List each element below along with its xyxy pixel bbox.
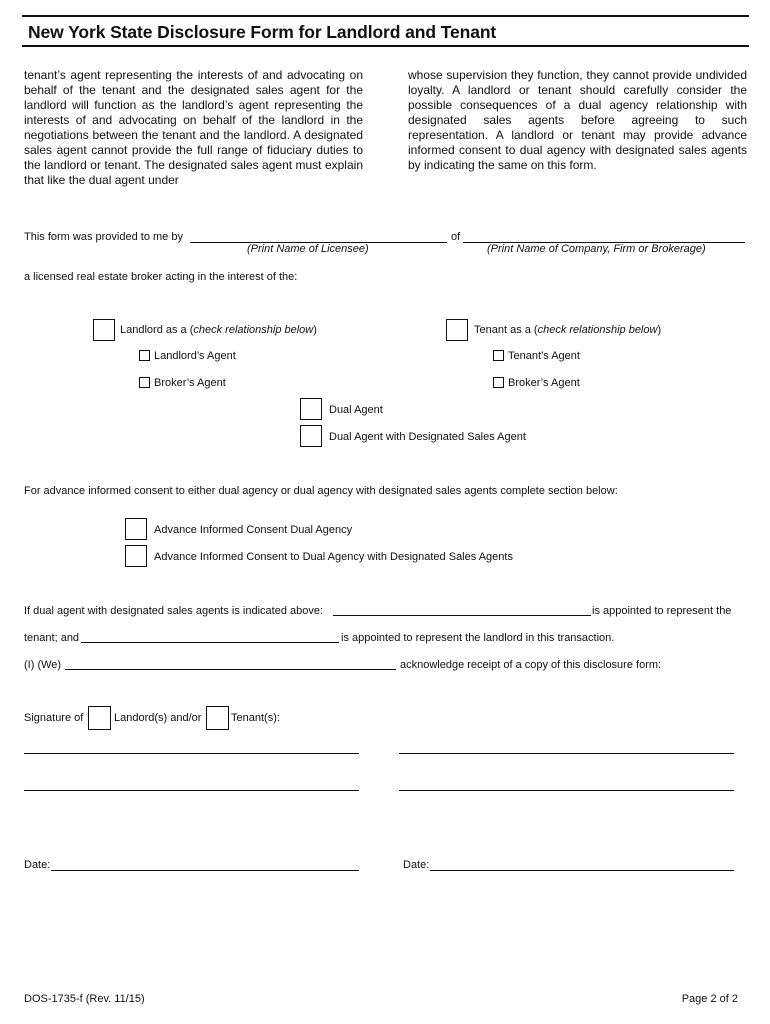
tenants-agent-label: Tenant’s Agent (508, 350, 580, 362)
designated-line3-suffix: acknowledge receipt of a copy of this disclosure form: (400, 659, 662, 671)
designated-line1-suffix: is appointed to represent the (592, 605, 732, 617)
landlord-label-hint: check relationship below (193, 324, 314, 336)
intro-right-column: whose supervision they function, they cannot provide undivided loyalty. A landlord or tenant should carefully consider the possible consequences of a dual agency relationship with designated sales agents before agreeing to such representation. A landlord or tenant may provide advance informed consent to dual agency with designated sales agents by indicating the same on this form. (408, 68, 747, 172)
signature-line-left-2[interactable] (24, 790, 359, 791)
landlord-relationship-label (120, 324, 317, 336)
designated-line2-suffix: is appointed to represent the landlord in this transaction. (341, 632, 615, 644)
signature-label: Signature of (24, 712, 84, 724)
landlord-brokers-agent-label: Broker’s Agent (154, 377, 226, 389)
dual-agent-label: Dual Agent (329, 404, 383, 416)
tenant-label-hint: check relationship below (537, 324, 658, 336)
company-hint: (Print Name of Company, Firm or Brokerage) (487, 243, 706, 255)
signature-landlord-label: Landord(s) and/or (114, 712, 202, 724)
tenants-agent-checkbox[interactable] (493, 350, 504, 361)
landlord-agent-name-field[interactable] (81, 642, 339, 643)
signature-landlord-checkbox[interactable] (88, 706, 111, 730)
dual-agent-checkbox[interactable] (300, 398, 322, 420)
signature-line-right-1[interactable] (399, 753, 734, 754)
date-left-field[interactable] (51, 870, 359, 871)
consent-intro: For advance informed consent to either dual agency or dual agency with designated sales agents complete section below: (24, 485, 618, 497)
landlord-checkbox[interactable] (93, 319, 115, 341)
form-id: DOS-1735-f (Rev. 11/15) (24, 993, 145, 1005)
signature-line-right-2[interactable] (399, 790, 734, 791)
consent-designated-checkbox[interactable] (125, 545, 147, 567)
top-rule (22, 15, 749, 17)
acknowledger-name-field[interactable] (65, 669, 396, 670)
page-number: Page 2 of 2 (681, 993, 738, 1005)
tenant-label-text: Tenant as a ( (474, 324, 538, 336)
tenant-relationship-label (474, 324, 661, 336)
date-right-field[interactable] (430, 870, 734, 871)
dual-agent-designated-checkbox[interactable] (300, 425, 322, 447)
consent-designated-label: Advance Informed Consent to Dual Agency with Designated Sales Agents (154, 551, 513, 563)
designated-line3-prefix: (I) (We) (24, 659, 62, 671)
dual-agent-designated-label: Dual Agent with Designated Sales Agent (329, 431, 526, 443)
provided-by-label: This form was provided to me by (24, 231, 183, 243)
title-underline (22, 45, 749, 47)
designated-line1-prefix: If dual agent with designated sales agents is indicated above: (24, 605, 324, 617)
tenant-agent-name-field[interactable] (333, 615, 591, 616)
licensee-hint: (Print Name of Licensee) (247, 243, 369, 255)
signature-line-left-1[interactable] (24, 753, 359, 754)
of-label: of (451, 231, 461, 243)
landlords-agent-checkbox[interactable] (139, 350, 150, 361)
landlord-brokers-agent-checkbox[interactable] (139, 377, 150, 388)
signature-tenant-checkbox[interactable] (206, 706, 229, 730)
tenant-brokers-agent-label: Broker’s Agent (508, 377, 580, 389)
consent-dual-agency-checkbox[interactable] (125, 518, 147, 540)
intro-left-column: tenant’s agent representing the interests of and advocating on behalf of the tenant and the designated sales agent for the landlord will function as the landlord’s agent representing the interests of and advocating on behalf of the landlord in the negotiations between the tenant and the landlord. A designated sales agent cannot provide the full range of fiduciary duties to the landlord or tenant. The designated sales agent must explain that like the dual agent under (24, 68, 363, 187)
broker-acting-text: a licensed real estate broker acting in the interest of the: (24, 271, 298, 283)
tenant-brokers-agent-checkbox[interactable] (493, 377, 504, 388)
tenant-label-close: ) (657, 324, 662, 336)
designated-line2-prefix: tenant; and (24, 632, 80, 644)
signature-tenant-label: Tenant(s): (231, 712, 280, 724)
tenant-checkbox[interactable] (446, 319, 468, 341)
landlords-agent-label: Landlord’s Agent (154, 350, 236, 362)
date-left-label: Date: (24, 859, 51, 871)
page-title: New York State Disclosure Form for Landlord and Tenant (28, 22, 497, 42)
landlord-label-close: ) (313, 324, 317, 336)
landlord-label-text: Landlord as a ( (120, 324, 194, 336)
consent-dual-agency-label: Advance Informed Consent Dual Agency (154, 524, 353, 536)
date-right-label: Date: (403, 859, 430, 871)
